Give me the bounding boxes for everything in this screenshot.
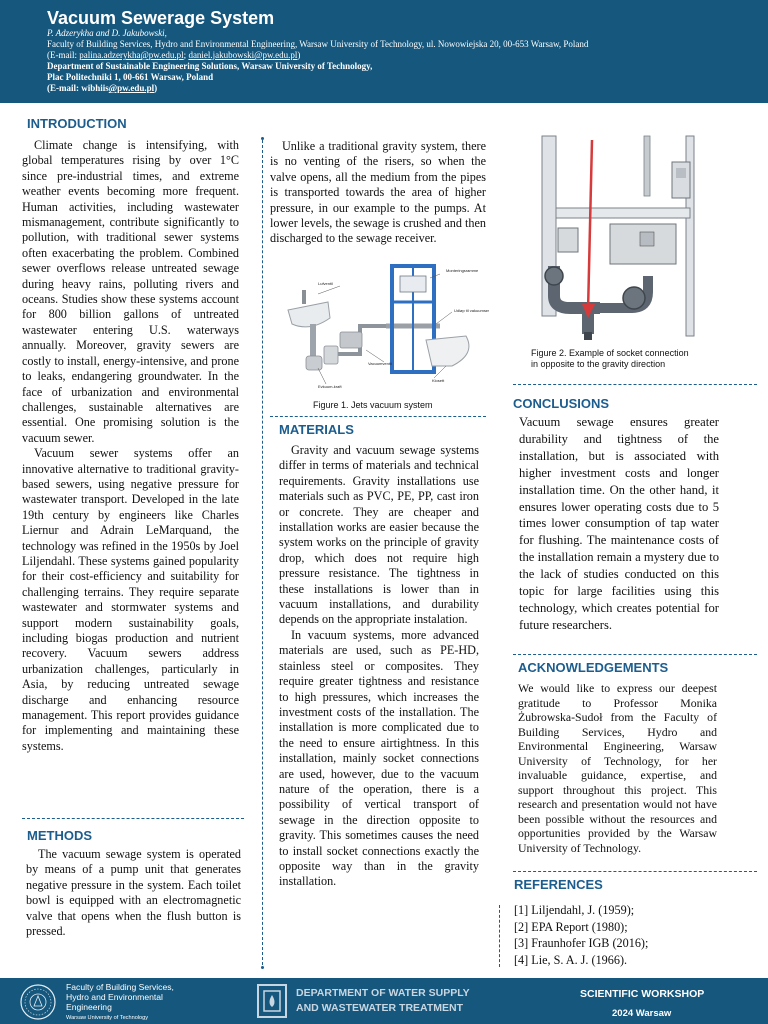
methods-paragraph-2: Unlike a traditional gravity system, there is no venting of the risers, so when the valve opens, all the medium from the pipes is transported towards the area of higher pressure, in our example to the pumps. At lower levels, the sewage is crushed and then discharged to the sewage receiver.: [270, 139, 486, 246]
conclusions-paragraph-1: Vacuum sewage ensures greater durability and tightness of the installation, but is associated with higher investment costs and longer installation time. On the other hand, it ensures lower operating costs due to 5 times lower consumption of tap water for flushing. The maintenance costs of the installation remain a mystery due to the lack of studies conducted on this topic for large facilities using this technology, which creates potential for future researchers.: [519, 415, 719, 632]
reference-item: [1] Liljendahl, J. (1959);: [514, 903, 635, 917]
figure-2-caption: [531, 348, 689, 370]
methods-heading: METHODS: [27, 828, 92, 843]
introduction-paragraph-1: Climate change is intensifying, with global temperatures rising by over 1°C since pre-industrial times, and extreme weather events becoming more frequent. Human activities, including wastewater mismanagement, contribute significantly to pollution, with traditional sewer systems often exacerbating the problem. Combined sewer overflows release untreated sewage during heavy rains, polluting rivers and oceans. Studies show these systems account for 800 billion gallons of untreated wastewater entering U.S. waterways annually. Moreover, gravity sewers are costly to install, energy-intensive, and prone to leaks, endangering groundwater. In the face of urbanization and environmental challenges, sustainable alternatives are essential. One promising solution is the vacuum sewer.: [22, 138, 239, 445]
footer-faculty-line-2: Hydro and Environmental: [66, 992, 163, 1002]
introduction-paragraph-2: Vacuum sewer systems offer an innovative alternative to traditional gravity-based sewers, using negative pressure for wastewater transport. Developed in the late 19th century by engineers like Charles Liernur and Adrain LeMarquand, the technology was refined in the 1950s by Joel Liljendahl. These systems gained popularity for their cost-efficiency and suitability for challenging terrains. They require separate wastewater and stormwater systems and support modern sustainability goals, including biogas production and nutrient recovery. Vacuum sewers address urbanization challenges, particularly in Asia, by reducing untreated sewage discharge and enhancing resource management. This report provides guidance for implementing and maintaining these systems.: [22, 446, 239, 753]
affiliation: Faculty of Building Services, Hydro and Environmental Engineering, Warsaw University of Technology, ul. Nowowiejska 20, 00-653 Warsaw, Poland: [47, 39, 589, 49]
separator-dot-bottom: [261, 966, 264, 969]
figure-1-label-top-left: Lufventil: [318, 281, 333, 286]
email-link-2[interactable]: daniel.jakubowski@pw.edu.pl: [188, 50, 298, 60]
department-logo-icon: [256, 983, 288, 1019]
department-line-1: Department of Sustainable Engineering Solutions, Warsaw University of Technology,: [47, 61, 373, 71]
figure-1-label-bottom-left: Evkuum-kraft: [318, 384, 342, 389]
conclusions-heading: CONCLUSIONS: [513, 396, 610, 411]
methods-body-2: [270, 139, 486, 247]
methods-paragraph-1: The vacuum sewage system is operated by means of a pump unit that generates negative pressure in the system. Each toilet bowl is equipped with an electromagnetic valve that opens when the flush button is pressed.: [26, 847, 241, 939]
figure-2-caption-line-2: in opposite to the gravity direction: [531, 359, 666, 369]
references-list: [514, 902, 648, 968]
footer-department-line-1: DEPARTMENT OF WATER SUPPLY: [296, 987, 470, 999]
department-email-link[interactable]: @pw.edu.pl: [108, 83, 155, 93]
materials-paragraph-1: Gravity and vacuum sewage systems differ in terms of materials and technical requirements. Gravity installations use materials such as PVC, PE, PP, cast iron or concrete. They are cheaper and installation works are easier because the system works on the principle of gravity drop, which does not require high pressure resistance. The tightness in these installations is lower than in vacuum installations, and durability depends on the appropriate instalation.: [279, 443, 479, 627]
reference-item: [4] Lie, S. A. J. (1966).: [514, 952, 628, 967]
email-separator: ;: [183, 50, 189, 60]
figure-1-label-bottom-right: Klosett: [432, 378, 445, 383]
introduction-body: [22, 138, 239, 754]
introduction-heading: INTRODUCTION: [27, 116, 127, 131]
department-email-suffix: ): [154, 83, 158, 93]
references-heading: REFERENCES: [514, 877, 603, 892]
figure-1-label-right: Udløp til vakuumrør: [454, 308, 489, 313]
department-email-line: [47, 83, 157, 94]
footer-faculty-line-3: Engineering: [66, 1002, 112, 1012]
figure-2-image: [540, 136, 698, 342]
methods-body-1: [26, 847, 241, 939]
section-divider: [513, 871, 757, 872]
column-separator: [262, 140, 263, 965]
conclusions-body: [519, 414, 719, 634]
department-email-prefix: (E-mail: wibhiis: [47, 83, 109, 93]
references-separator: [499, 905, 500, 967]
acknowledgements-body: [518, 681, 717, 855]
figure-1-label-middle: Vacuumventil: [368, 361, 392, 366]
department-line-2: Plac Politechniki 1, 00-661 Warsaw, Poland: [47, 72, 214, 82]
section-divider: [270, 416, 486, 417]
separator-dot-top: [261, 137, 264, 140]
email-suffix: ): [297, 50, 301, 60]
poster-footer: [0, 978, 768, 1024]
poster-header: [0, 0, 768, 103]
footer-year-city: 2024 Warsaw: [612, 1008, 672, 1019]
reference-item: [3] Fraunhofer IGB (2016);: [514, 936, 649, 950]
reference-item: [2] EPA Report (1980);: [514, 919, 628, 934]
email-link-1[interactable]: palina.adzerykha@pw.edu.pl: [79, 50, 184, 60]
university-seal-icon: [18, 983, 58, 1021]
figure-1-caption: Figure 1. Jets vacuum system: [313, 400, 433, 410]
section-divider: [22, 818, 244, 819]
footer-workshop: SCIENTIFIC WORKSHOP: [580, 988, 705, 1000]
materials-heading: MATERIALS: [279, 422, 354, 437]
footer-department-line-2: AND WASTEWATER TREATMENT: [296, 1002, 464, 1014]
authors: P. Adzerykha and D. Jakubowski,: [47, 28, 167, 38]
section-divider: [513, 654, 757, 655]
footer-faculty-line-4: Warsaw University of Technology: [66, 1015, 149, 1021]
email-prefix: (E-mail:: [47, 50, 80, 60]
footer-faculty-line-1: Faculty of Building Services,: [66, 982, 174, 992]
figure-1-image: [280, 262, 489, 397]
figure-1-label-top-right: Monteringsramme: [446, 268, 479, 273]
materials-paragraph-2: In vacuum systems, more advanced materials are used, such as PE-HD, stainless steel or composites. They require greater tightness and resistance to high pressures, which increases the investment costs of the installation. The installation is more complicated due to the need to ensure airtightness. In this installation, mainly socket connections are used, however, due to the vacuum nature of the operation, there is a possibility of vertical transport of sewage in the direction opposite to gravity. This sometimes causes the need to install socket connections exactly the opposite way than in the gravity installation.: [279, 627, 479, 889]
materials-body: [279, 443, 479, 890]
poster-title: Vacuum Sewerage System: [47, 8, 275, 28]
acknowledgements-heading: ACKNOWLEDGEMENTS: [518, 660, 669, 675]
section-divider: [513, 384, 757, 385]
email-line: [47, 50, 300, 61]
figure-2-caption-line-1: Figure 2. Example of socket connection: [531, 348, 689, 358]
acknowledgements-paragraph-1: We would like to express our deepest gratitude to Professor Monika Żubrowska-Sudoł from the Faculty of Building Services, Hydro and Environmental Engineering, Warsaw University of Technology, for her invaluable guidance, expertise, and support throughout this project. This research and presentation would not have been possible without the resources and opportunities provided by the Warsaw University of Technology.: [518, 681, 717, 855]
